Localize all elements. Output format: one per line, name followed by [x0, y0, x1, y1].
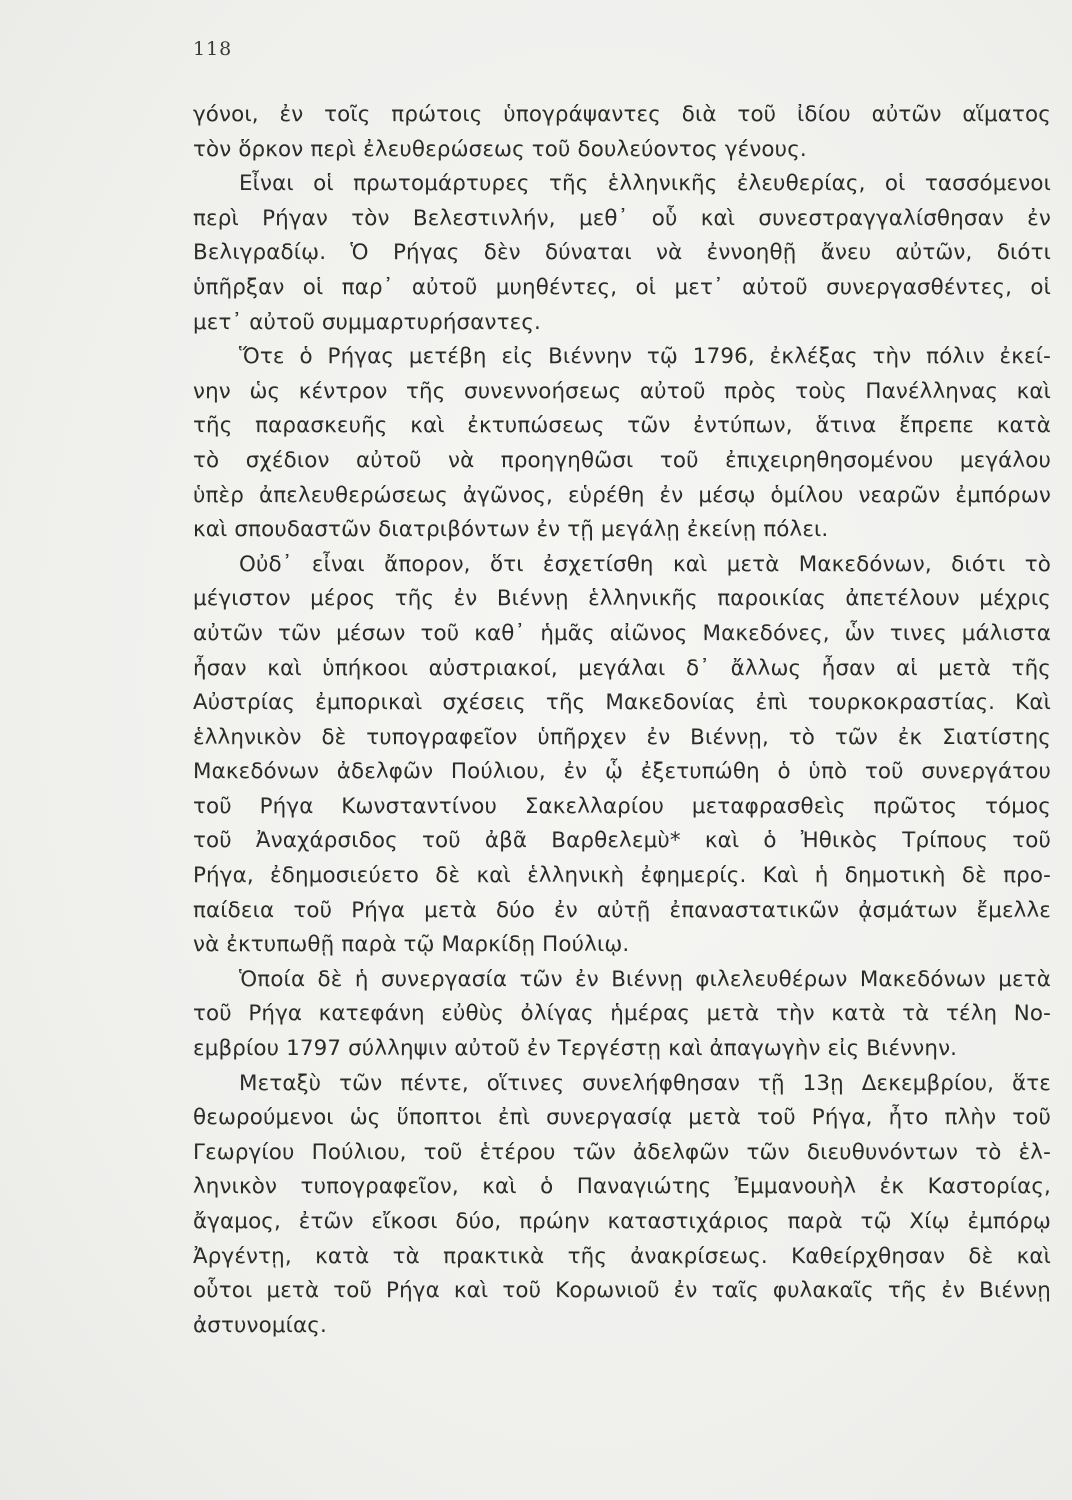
text-line: τὸ σχέδιον αὐτοῦ νὰ προηγηθῶσι τοῦ ἐπιχειρηθησομένου μεγάλου: [193, 447, 1051, 473]
text-line: ὑπῆρξαν οἱ παρ᾽ αὐτοῦ μυηθέντες, οἱ μετ᾽ αὐτοῦ συνεργασθέντες, οἱ: [193, 274, 1051, 300]
text-line: Μακεδόνων ἀδελφῶν Πούλιου, ἐν ᾧ ἐξετυπώθη ὁ ὑπὸ τοῦ συνεργάτου: [193, 759, 1051, 785]
text-line: τὸν ὅρκον περὶ ἐλευθερώσεως τοῦ δουλεύοντος γένους.: [193, 136, 807, 162]
text-line: παίδεια τοῦ Ρήγα μετὰ δύο ἐν αὐτῇ ἐπαναστατικῶν ᾀσμάτων ἔμελλε: [193, 897, 1051, 923]
text-line: Αὐστρίας ἐμπορικαὶ σχέσεις τῆς Μακεδονίας ἐπὶ τουρκοκραστίας. Καὶ: [193, 690, 1051, 716]
text-line: Ρήγα, ἐδημοσιεύετο δὲ καὶ ἑλληνικὴ ἐφημερίς. Καὶ ἡ δημοτικὴ δὲ προ-: [193, 863, 1051, 889]
page-number: 118: [193, 38, 233, 60]
text-line: τοῦ Ρήγα κατεφάνη εὐθὺς ὀλίγας ἡμέρας μετὰ τὴν κατὰ τὰ τέλη Νο-: [193, 1001, 1051, 1027]
text-line: ληνικὸν τυπογραφεῖον, καὶ ὁ Παναγιώτης Ἐμμανουὴλ ἐκ Καστορίας,: [193, 1174, 1051, 1200]
text-line: Μεταξὺ τῶν πέντε, οἵτινες συνελήφθησαν τῇ 13ῃ Δεκεμβρίου, ἅτε: [239, 1070, 1051, 1096]
text-line: τοῦ Ἀναχάρσιδος τοῦ ἀβᾶ Βαρθελεμὺ* καὶ ὁ Ἠθικὸς Τρίπους τοῦ: [193, 828, 1051, 854]
text-line: Ὁποία δὲ ἡ συνεργασία τῶν ἐν Βιέννῃ φιλελευθέρων Μακεδόνων μετὰ: [239, 966, 1051, 992]
text-line: Εἶναι οἱ πρωτομάρτυρες τῆς ἑλληνικῆς ἐλευθερίας, οἱ τασσόμενοι: [239, 171, 1051, 197]
text-line: νὰ ἐκτυπωθῇ παρὰ τῷ Μαρκίδῃ Πούλιῳ.: [193, 932, 630, 958]
text-line: Ὅτε ὁ Ρήγας μετέβη εἰς Βιέννην τῷ 1796, ἐκλέξας τὴν πόλιν ἐκεί-: [239, 344, 1051, 370]
text-line: ἀστυνομίας.: [193, 1312, 327, 1338]
text-line: γόνοι, ἐν τοῖς πρώτοις ὑπογράψαντες διὰ τοῦ ἰδίου αὐτῶν αἵματος: [193, 102, 1051, 127]
text-line: Βελιγραδίῳ. Ὁ Ρήγας δὲν δύναται νὰ ἐννοηθῇ ἄνευ αὐτῶν, διότι: [193, 240, 1051, 266]
text-line: Γεωργίου Πούλιου, τοῦ ἑτέρου τῶν ἀδελφῶν τῶν διευθυνόντων τὸ ἑλ-: [193, 1139, 1051, 1165]
text-line: Ἀργέντῃ, κατὰ τὰ πρακτικὰ τῆς ἀνακρίσεως. Καθείρχθησαν δὲ καὶ: [193, 1243, 1051, 1269]
text-line: περὶ Ρήγαν τὸν Βελεστινλήν, μεθ᾽ οὗ καὶ συνεστραγγαλίσθησαν ἐν: [193, 205, 1051, 231]
text-line: μετ᾽ αὐτοῦ συμμαρτυρήσαντες.: [193, 309, 541, 335]
text-line: αὐτῶν τῶν μέσων τοῦ καθ᾽ ἡμᾶς αἰῶνος Μακεδόνες, ὧν τινες μάλιστα: [193, 620, 1051, 646]
text-line: ὑπὲρ ἀπελευθερώσεως ἀγῶνος, εὑρέθη ἐν μέσῳ ὁμίλου νεαρῶν ἐμπόρων: [193, 482, 1051, 508]
text-line: οὗτοι μετὰ τοῦ Ρήγα καὶ τοῦ Κορωνιοῦ ἐν ταῖς φυλακαῖς τῆς ἐν Βιέννῃ: [193, 1278, 1051, 1304]
text-line: ἑλληνικὸν δὲ τυπογραφεῖον ὑπῆρχεν ἐν Βιέννῃ, τὸ τῶν ἐκ Σιατίστης: [193, 724, 1051, 750]
text-line: καὶ σπουδαστῶν διατριβόντων ἐν τῇ μεγάλῃ ἐκείνῃ πόλει.: [193, 517, 829, 543]
text-line: ἦσαν καὶ ὑπήκοοι αὐστριακοί, μεγάλαι δ᾽ ἄλλως ἦσαν αἱ μετὰ τῆς: [193, 655, 1051, 681]
text-line: νην ὡς κέντρον τῆς συνεννοήσεως αὐτοῦ πρὸς τοὺς Πανέλληνας καὶ: [193, 378, 1051, 404]
text-line: μέγιστον μέρος τῆς ἐν Βιέννῃ ἑλληνικῆς παροικίας ἀπετέλουν μέχρις: [193, 586, 1051, 612]
text-line: τοῦ Ρήγα Κωνσταντίνου Σακελλαρίου μεταφρασθεὶς πρῶτος τόμος: [193, 793, 1051, 819]
text-line: ἄγαμος, ἐτῶν εἴκοσι δύο, πρώην καταστιχάριος παρὰ τῷ Χίῳ ἐμπόρῳ: [193, 1209, 1051, 1234]
text-line: Οὐδ᾽ εἶναι ἄπορον, ὅτι ἐσχετίσθη καὶ μετὰ Μακεδόνων, διότι τὸ: [239, 551, 1051, 577]
text-line: εμβρίου 1797 σύλληψιν αὐτοῦ ἐν Τεργέστῃ καὶ ἀπαγωγὴν εἰς Βιέννην.: [193, 1036, 958, 1062]
text-line: θεωρούμενοι ὡς ὕποπτοι ἐπὶ συνεργασίᾳ μετὰ τοῦ Ρήγα, ἦτο πλὴν τοῦ: [193, 1105, 1051, 1131]
body-text: [193, 98, 1051, 1343]
text-line: τῆς παρασκευῆς καὶ ἐκτυπώσεως τῶν ἐντύπων, ἅτινα ἔπρεπε κατὰ: [193, 413, 1051, 439]
